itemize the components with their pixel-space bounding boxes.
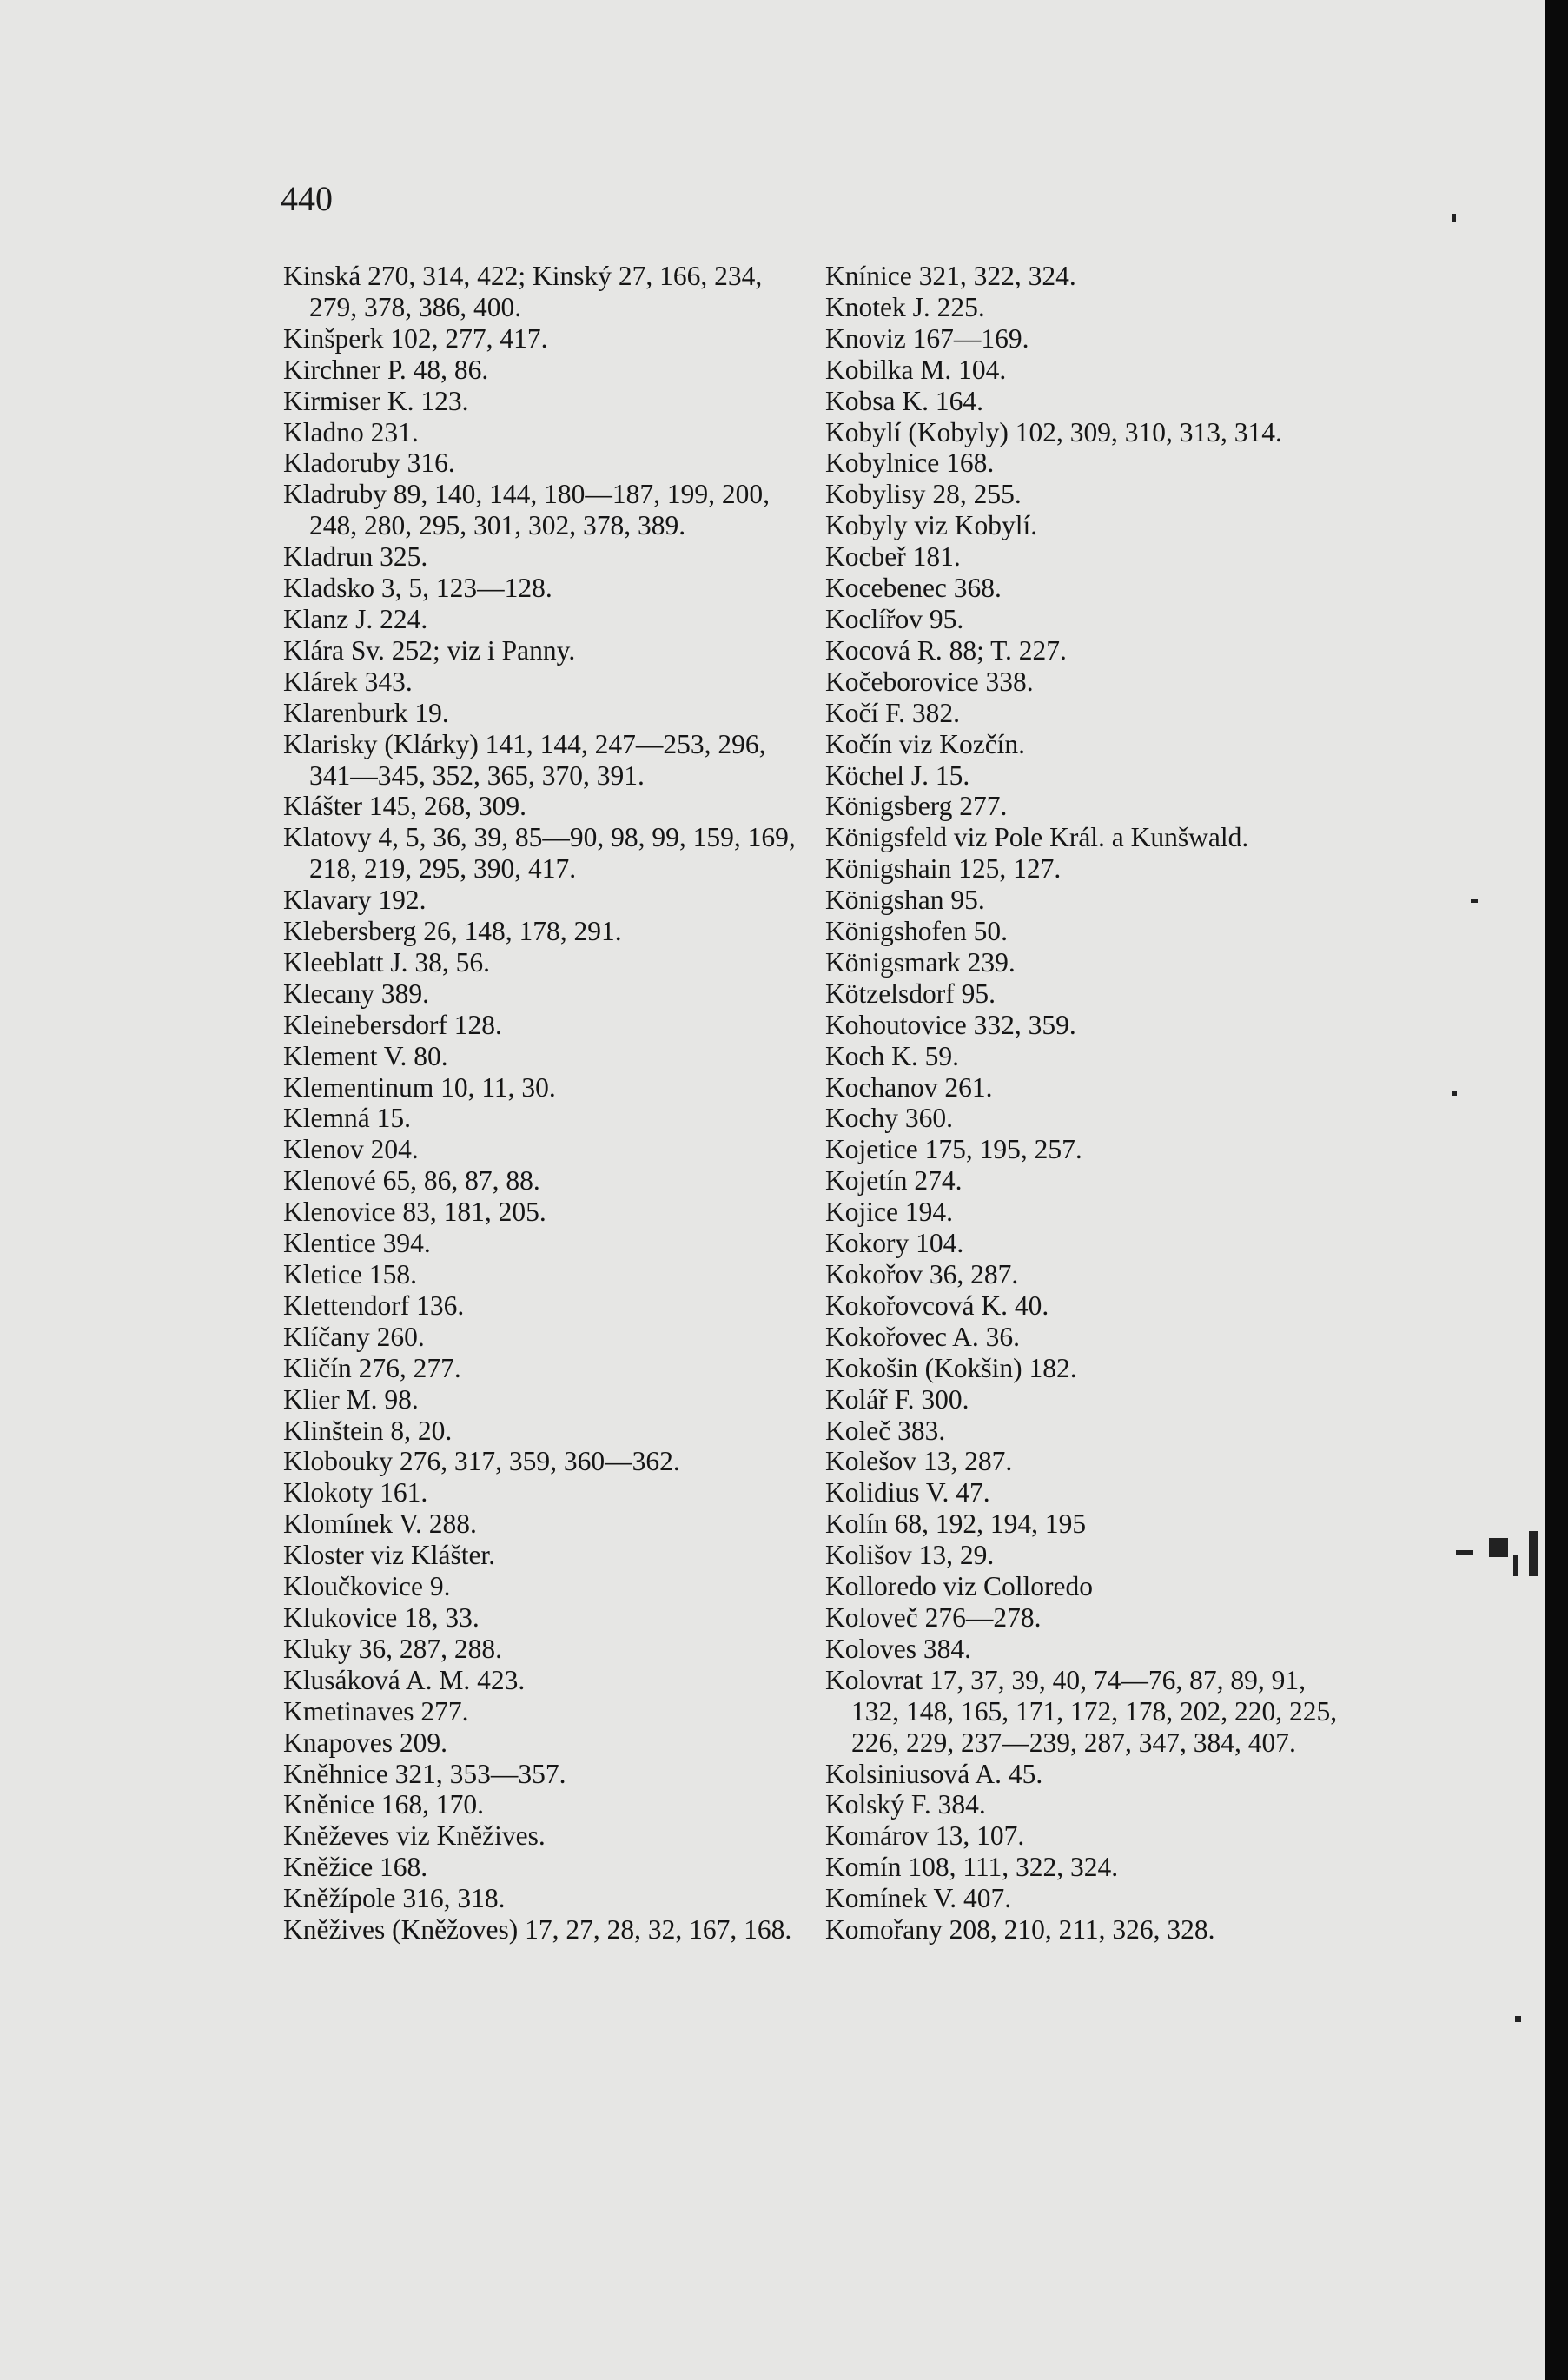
scan-speck [1513, 1555, 1518, 1576]
index-entry: Kokořovcová K. 40. [825, 1289, 1049, 1321]
index-entry: Klenov 204. [283, 1134, 419, 1165]
index-entry: Klomínek V. 288. [283, 1508, 477, 1540]
index-entry: Knínice 321, 322, 324. [825, 261, 1076, 291]
index-entry: Klášter 145, 268, 309. [283, 791, 526, 822]
index-entry: Kinská 270, 314, 422; Kinský 27, 166, 234, 279, 378, 386, 400. [283, 261, 763, 322]
index-entry: Kobilka M. 104. [825, 354, 1007, 385]
index-entry: Koch K. 59. [825, 1040, 959, 1071]
index-entry: Königsmark 239. [825, 946, 1016, 978]
index-entry: Kloster viz Klášter. [283, 1540, 496, 1571]
scan-speck [1489, 1538, 1508, 1557]
index-entry: Klement V. 80. [283, 1040, 448, 1071]
index-entry: Kinšperk 102, 277, 417. [283, 322, 548, 354]
index-entry: Koclířov 95. [825, 603, 964, 634]
index-entry: Kladsko 3, 5, 123—128. [283, 573, 552, 604]
index-entry: Kladoruby 316. [283, 447, 455, 479]
index-entry: Kokořovec A. 36. [825, 1321, 1020, 1352]
index-entry: Kladno 231. [283, 416, 419, 447]
index-entry: Köchel J. 15. [825, 759, 970, 791]
index-entry: Königshain 125, 127. [825, 853, 1062, 885]
index-entry: Koloves 384. [825, 1633, 971, 1664]
index-entry: Kocová R. 88; T. 227. [825, 634, 1067, 666]
index-entry: Knapoves 209. [283, 1727, 447, 1758]
index-entry: Klettendorf 136. [283, 1289, 465, 1321]
index-entry: Kolidius V. 47. [825, 1477, 990, 1508]
index-entry: Klára Sv. 252; viz i Panny. [283, 634, 576, 666]
index-column-left [283, 261, 804, 1946]
index-entry: Kolář F. 300. [825, 1383, 969, 1415]
index-entry: Klarisky (Klárky) 141, 144, 247—253, 296, 341—345, 352, 365, 370, 391. [283, 728, 766, 791]
index-entry: Kolsiniusová A. 45. [825, 1758, 1043, 1789]
index-entry: Kličín 276, 277. [283, 1352, 461, 1383]
index-entry: Klemná 15. [283, 1103, 411, 1134]
index-entry: Kocbeř 181. [825, 541, 961, 573]
index-entry: Koleč 383. [825, 1415, 946, 1446]
index-entry: Kolovrat 17, 37, 39, 40, 74—76, 87, 89, 91, 132, 148, 165, 171, 172, 178, 202, 220, 225, 226, 229, 237—239, 287, 347, 384, 407. [825, 1664, 1338, 1758]
index-entry: Klíčany 260. [283, 1321, 425, 1352]
scan-speck [1471, 899, 1478, 903]
index-entry: Komínek V. 407. [825, 1883, 1012, 1914]
index-entry: Kokory 104. [825, 1228, 964, 1259]
index-entry: Klukovice 18, 33. [283, 1601, 480, 1633]
index-entry: Kolský F. 384. [825, 1789, 986, 1820]
index-entry: Kojice 194. [825, 1197, 953, 1228]
index-entry: Klier M. 98. [283, 1383, 419, 1415]
index-entry: Kobyly viz Kobylí. [825, 510, 1038, 541]
index-entry: Kněnice 168, 170. [283, 1789, 484, 1820]
scan-speck [1452, 1091, 1457, 1096]
index-entry: Kokošin (Kokšin) 182. [825, 1352, 1077, 1383]
index-entry: Kochy 360. [825, 1103, 953, 1134]
index-entry: Kochanov 261. [825, 1071, 993, 1103]
index-entry: Kokořov 36, 287. [825, 1259, 1019, 1289]
index-entry: Kočeborovice 338. [825, 666, 1034, 697]
page-number: 440 [281, 179, 333, 218]
index-entry: Kolloredo viz Colloredo [825, 1571, 1093, 1602]
scan-speck [1452, 214, 1456, 222]
index-entry: Kirmiser K. 123. [283, 385, 469, 416]
index-entry: Klokoty 161. [283, 1477, 428, 1508]
index-entry: Kněžice 168. [283, 1852, 428, 1883]
index-entry: Komořany 208, 210, 211, 326, 328. [825, 1914, 1215, 1946]
index-entry: Kladruby 89, 140, 144, 180—187, 199, 200, 248, 280, 295, 301, 302, 378, 389. [283, 479, 770, 541]
index-entry: Klentice 394. [283, 1228, 431, 1259]
index-entry: Klinštein 8, 20. [283, 1415, 453, 1446]
index-entry: Kobsa K. 164. [825, 385, 983, 416]
index-entry: Kobylí (Kobyly) 102, 309, 310, 313, 314. [825, 416, 1282, 447]
index-entry: Kmetinaves 277. [283, 1695, 469, 1727]
index-entry: Klanz J. 224. [283, 603, 428, 634]
index-entry: Kočí F. 382. [825, 697, 960, 728]
index-entry: Kirchner P. 48, 86. [283, 354, 489, 385]
index-entry: Kojetín 274. [825, 1165, 963, 1197]
index-entry: Kocebenec 368. [825, 573, 1002, 604]
index-entry: Kobylisy 28, 255. [825, 479, 1022, 510]
index-entry: Kletice 158. [283, 1259, 417, 1289]
index-entry: Knoviz 167—169. [825, 322, 1029, 354]
index-entry: Königsfeld viz Pole Král. a Kunšwald. [825, 822, 1249, 853]
index-entry: Kleeblatt J. 38, 56. [283, 946, 490, 978]
index-entry: Kněžives (Kněžoves) 17, 27, 28, 32, 167, 168. [283, 1914, 792, 1946]
index-entry: Klatovy 4, 5, 36, 39, 85—90, 98, 99, 159, 169, 218, 219, 295, 390, 417. [283, 822, 796, 885]
index-entry: Komín 108, 111, 322, 324. [825, 1852, 1119, 1883]
index-entry: Kolešov 13, 287. [825, 1446, 1013, 1477]
index-entry: Kočín viz Kozčín. [825, 728, 1026, 759]
index-entry: Klobouky 276, 317, 359, 360—362. [283, 1446, 680, 1477]
index-entry: Kněhnice 321, 353—357. [283, 1758, 566, 1789]
index-entry: Kloučkovice 9. [283, 1571, 451, 1602]
index-entry: Kohoutovice 332, 359. [825, 1009, 1076, 1040]
index-entry: Klusáková A. M. 423. [283, 1664, 526, 1695]
index-entry: Klenovice 83, 181, 205. [283, 1197, 546, 1228]
index-entry: Kladrun 325. [283, 541, 428, 573]
index-entry: Klenové 65, 86, 87, 88. [283, 1165, 540, 1197]
scan-speck [1515, 2016, 1521, 2022]
index-entry: Klementinum 10, 11, 30. [283, 1071, 556, 1103]
scan-speck [1529, 1531, 1538, 1576]
index-entry: Kolišov 13, 29. [825, 1540, 995, 1571]
scan-speck [1456, 1550, 1473, 1555]
index-entry: Kluky 36, 287, 288. [283, 1633, 502, 1664]
index-entry: Klebersberg 26, 148, 178, 291. [283, 916, 622, 947]
index-entry: Königsberg 277. [825, 791, 1008, 822]
index-entry: Klárek 343. [283, 666, 413, 697]
index-column-right [825, 261, 1355, 1946]
index-entry: Komárov 13, 107. [825, 1820, 1025, 1852]
index-entry: Königshan 95. [825, 885, 985, 916]
index-entry: Kleinebersdorf 128. [283, 1009, 502, 1040]
index-entry: Kötzelsdorf 95. [825, 978, 996, 1009]
index-entry: Königshofen 50. [825, 916, 1008, 947]
index-entry: Klarenburk 19. [283, 697, 449, 728]
index-entry: Klecany 389. [283, 978, 429, 1009]
index-entry: Kobylnice 168. [825, 447, 995, 479]
index-entry: Klavary 192. [283, 885, 427, 916]
index-entry: Kněževes viz Kněžives. [283, 1820, 546, 1852]
index-entry: Kojetice 175, 195, 257. [825, 1134, 1082, 1165]
index-entry: Koloveč 276—278. [825, 1601, 1042, 1633]
index-entry: Kněžípole 316, 318. [283, 1883, 506, 1914]
index-entry: Knotek J. 225. [825, 291, 985, 322]
index-entry: Kolín 68, 192, 194, 195 [825, 1508, 1087, 1540]
